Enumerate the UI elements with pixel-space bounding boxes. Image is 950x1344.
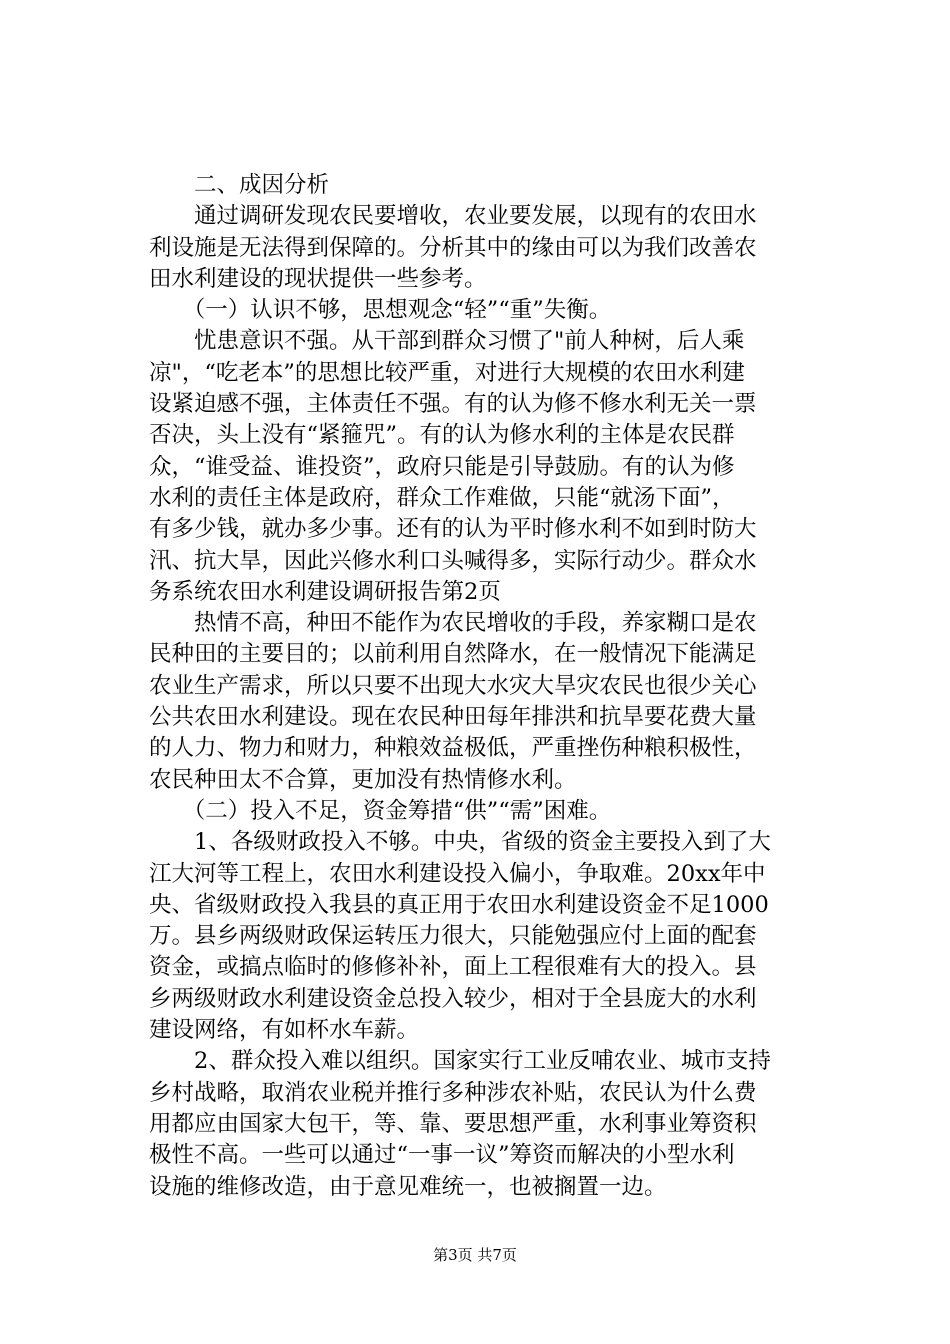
text-line: 民种田的主要目的；以前利用自然降水，在一般情况下能满足 xyxy=(149,641,757,668)
text-line: 设施的维修改造，由于意见难统一，也被搁置一边。 xyxy=(149,1173,667,1200)
text-line: 忧患意识不强。从干部到群众习惯了"前人种树，后人乘 xyxy=(149,328,745,355)
subsection-heading: （一）认识不够，思想观念“轻”“重”失衡。 xyxy=(149,297,612,324)
text-line: 乡村战略，取消农业税并推行多种涉农补贴，农民认为什么费 xyxy=(149,1079,757,1106)
page-footer: 第3页 共7页 xyxy=(433,1246,517,1264)
text-line: 极性不高。一些可以通过“一事一议”筹资而解决的小型水利 xyxy=(149,1142,735,1169)
text-line: 否决，头上没有“紧箍咒”。有的认为修水利的主体是农民群 xyxy=(149,422,735,449)
text-line: 水利的责任主体是政府，群众工作难做，只能“就汤下面”， xyxy=(149,484,735,511)
subsection-heading: （二）投入不足，资金筹措“供”“需”困难。 xyxy=(149,797,612,824)
text-line: 农民种田太不合算，更加没有热情修水利。 xyxy=(149,766,577,793)
document-body xyxy=(149,170,849,1203)
text-line: 设紧迫感不强，主体责任不强。有的认为修不修水利无关一票 xyxy=(149,391,757,418)
text-line: 田水利建设的现状提供一些参考。 xyxy=(149,265,487,292)
text-line: 用都应由国家大包干，等、靠、要思想严重，水利事业筹资积 xyxy=(149,1110,757,1137)
text-line: 利设施是无法得到保障的。分析其中的缘由可以为我们改善农 xyxy=(149,234,757,261)
text-line: 众，“谁受益、谁投资”，政府只能是引导鼓励。有的认为修 xyxy=(149,453,735,480)
text-line: 公共农田水利建设。现在农民种田每年排洪和抗旱要花费大量 xyxy=(149,704,757,731)
text-line: 万。县乡两级财政保运转压力很大，只能勉强应付上面的配套 xyxy=(149,923,757,950)
text-line: 央、省级财政投入我县的真正用于农田水利建设资金不足1000 xyxy=(149,891,769,918)
text-line: 凉"，“吃老本”的思想比较严重，对进行大规模的农田水利建 xyxy=(149,359,745,386)
text-line: 汛、抗大旱，因此兴修水利口头喊得多，实际行动少。群众水 xyxy=(149,547,757,574)
text-line: 建设网络，有如杯水车薪。 xyxy=(149,1017,420,1044)
text-line: 1、各级财政投入不够。中央，省级的资金主要投入到了大 xyxy=(149,829,771,856)
text-line: 农业生产需求，所以只要不出现大水灾大旱灾农民也很少关心 xyxy=(149,672,757,699)
text-line: 江大河等工程上，农田水利建设投入偏小，争取难。20xx年中 xyxy=(149,860,766,887)
text-line: 乡两级财政水利建设资金总投入较少，相对于全县庞大的水利 xyxy=(149,985,757,1012)
text-line: 通过调研发现农民要增收，农业要发展，以现有的农田水 xyxy=(149,203,757,230)
text-line: 有多少钱，就办多少事。还有的认为平时修水利不如到时防大 xyxy=(149,516,757,543)
section-heading: 二、成因分析 xyxy=(149,172,330,198)
text-line: 2、群众投入难以组织。国家实行工业反哺农业、城市支持 xyxy=(149,1048,771,1075)
text-line: 务系统农田水利建设调研报告第2页 xyxy=(149,578,501,605)
text-line: 资金，或搞点临时的修修补补，面上工程很难有大的投入。县 xyxy=(149,954,757,981)
text-line: 热情不高，种田不能作为农民增收的手段，养家糊口是农 xyxy=(149,610,757,637)
text-line: 的人力、物力和财力，种粮效益极低，严重挫伤种粮积极性， xyxy=(149,735,757,762)
